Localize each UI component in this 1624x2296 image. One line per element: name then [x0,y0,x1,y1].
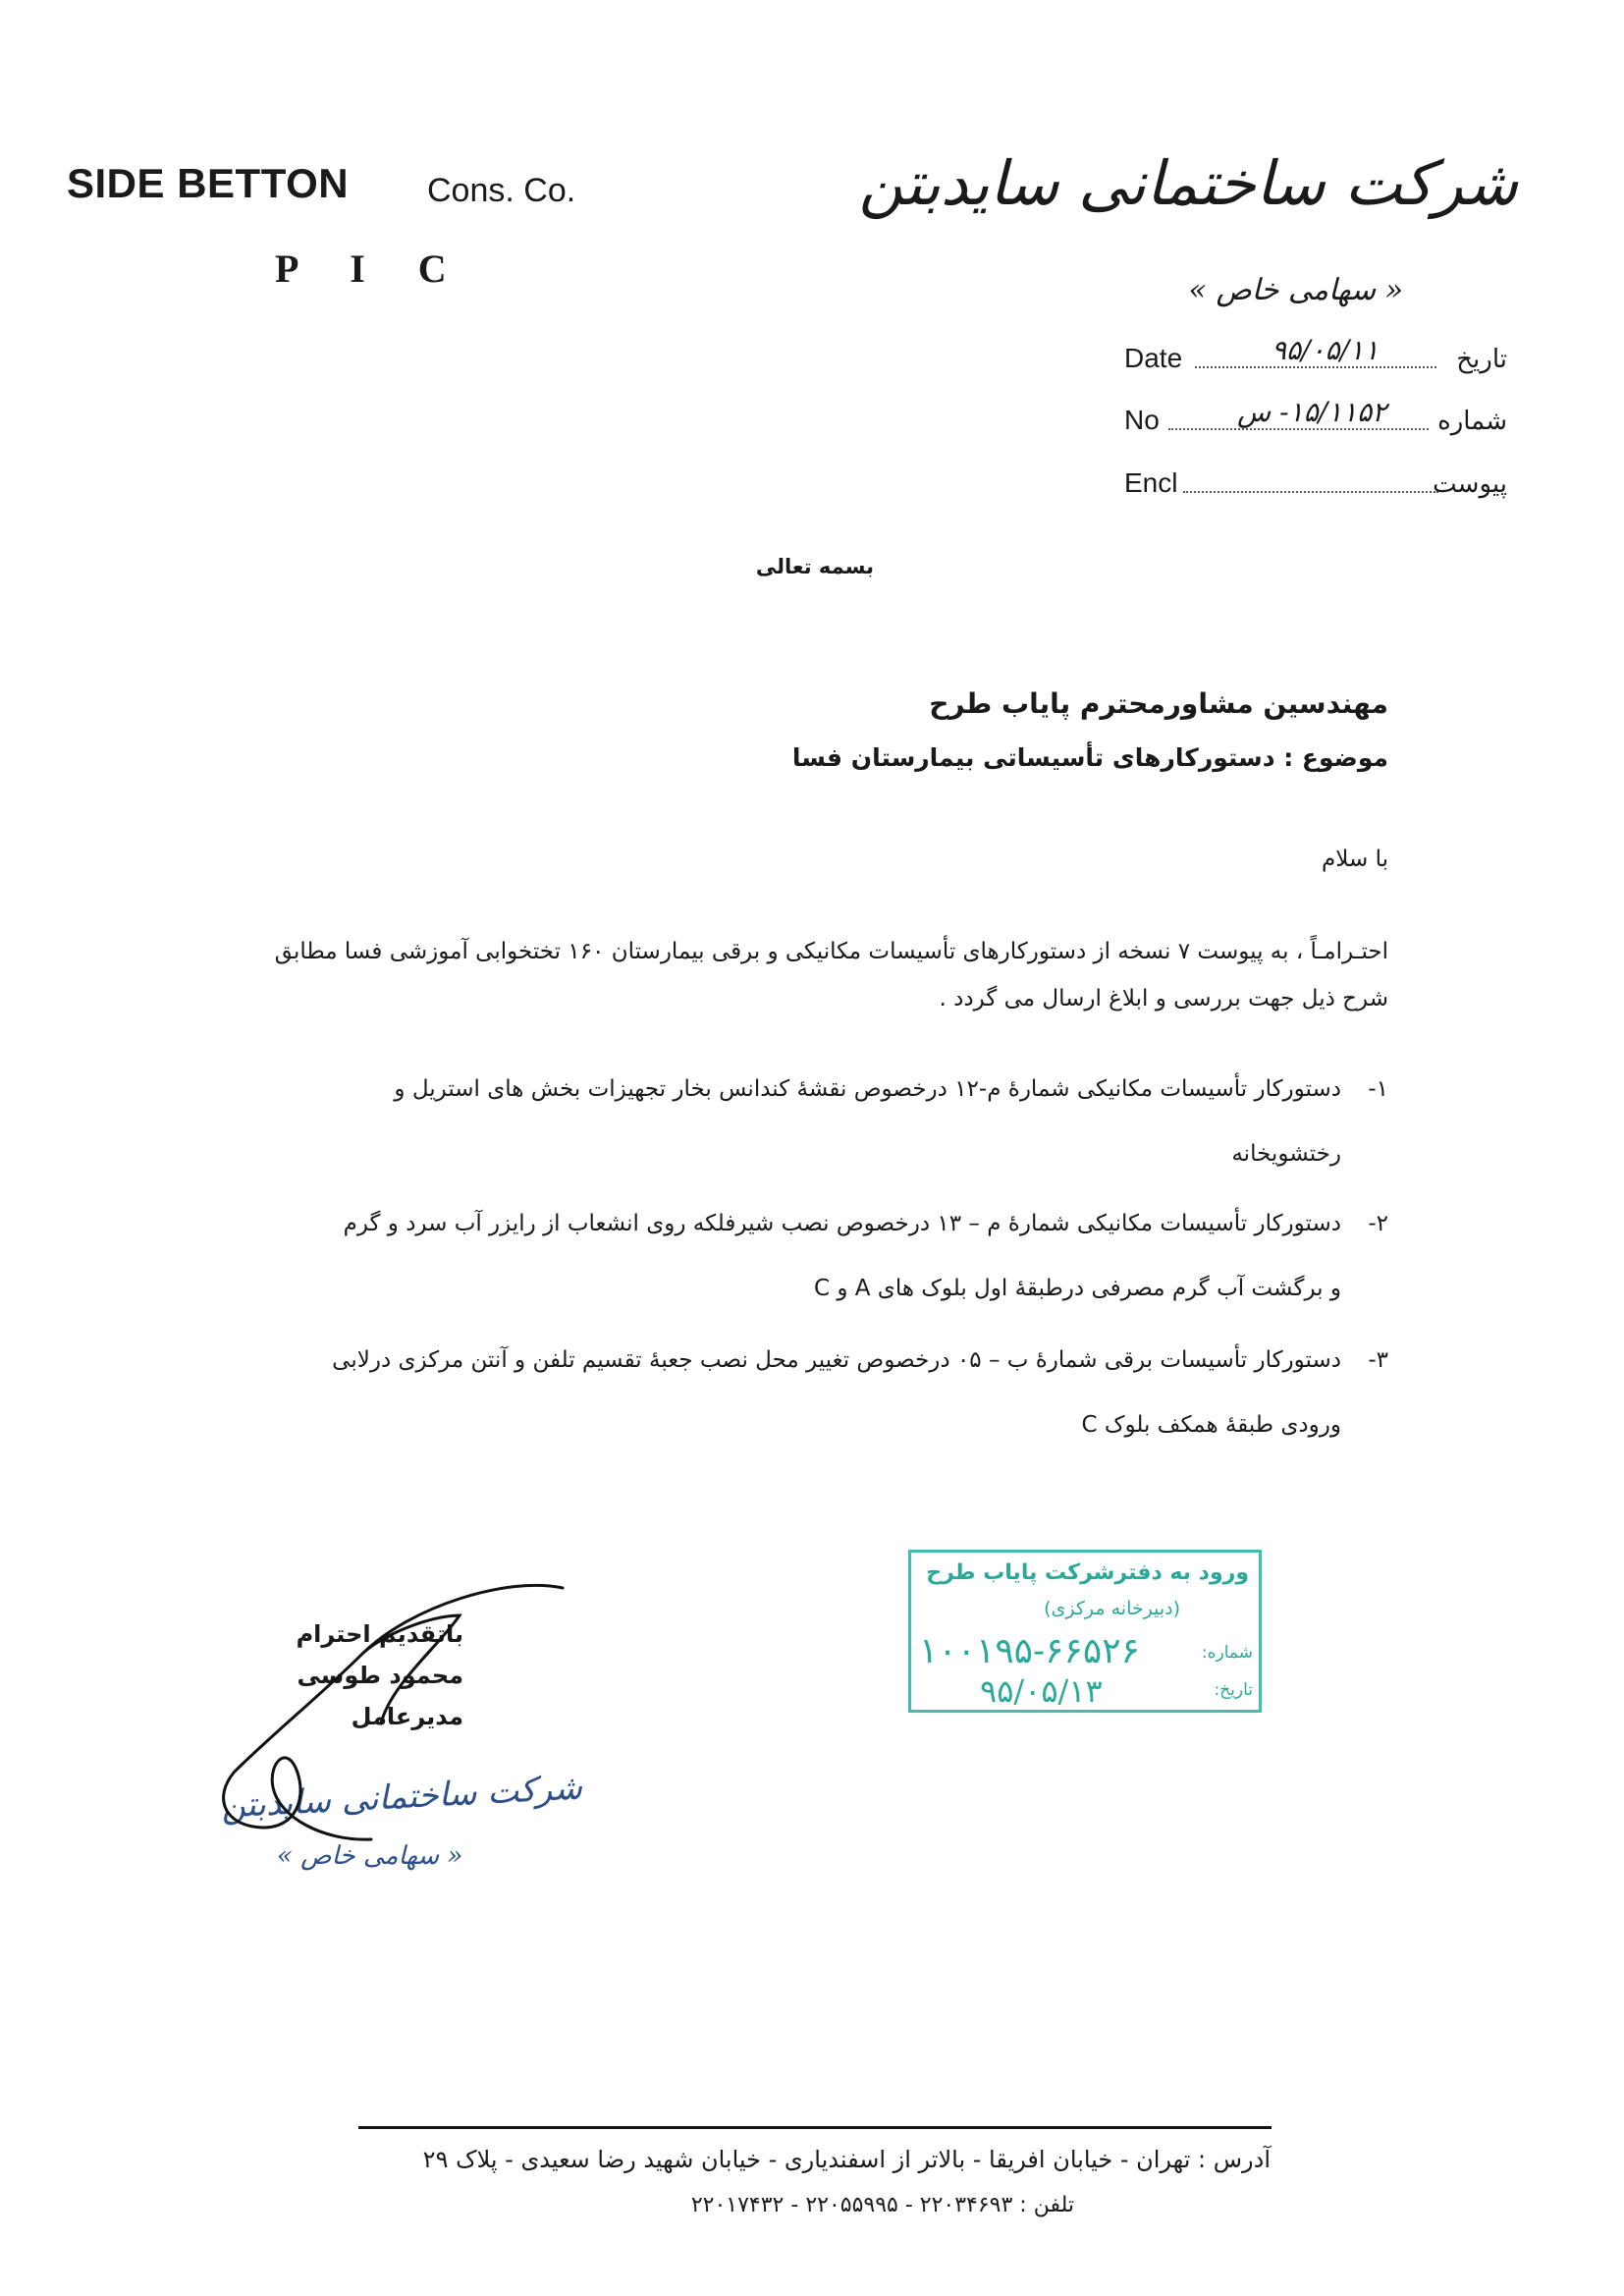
list-item-text: دستورکار تأسیسات مکانیکی شمارۀ م-۱۲ درخصوص نقشۀ کندانس بخار تجهیزات بخش های استریل و رختشویخانه [394,1076,1341,1167]
footer-phone: تلفن : ۲۲۰۳۴۶۹۳ - ۲۲۰۵۵۹۹۵ - ۲۲۰۱۷۴۳۲ [690,2193,1074,2217]
date-dotted-line [1195,366,1436,368]
number-row [1124,391,1507,440]
company-seal-type: « سهامی خاص » [277,1841,463,1871]
signer-name: محمود طوسی [297,1662,463,1689]
stamp-subtitle: (دبیرخانه مرکزی) [1044,1598,1180,1619]
company-seal-name: شرکت ساختمانی سایدبتن [220,1768,583,1827]
company-name-fa: شرکت ساختمانی سایدبتن [858,147,1518,219]
stamp-date-value: ۹۵/۰۵/۱۳ [980,1672,1103,1710]
list-item-text: دستورکار تأسیسات برقی شمارۀ ب – ۰۵ درخصوص تغییر محل نصب جعبۀ تقسیم تلفن و آنتن مرکزی درلابی ورودی طبقۀ همکف بلوک C [332,1347,1341,1438]
intro-paragraph: احتـرامـاً ، به پیوست ۷ نسخه از دستورکارهای تأسیسات مکانیکی و برقی بیمارستان ۱۶۰ تختخوابی آموزشی فسا مطابق شرح ذیل جهت بررسی و ابلاغ ارسال می گردد . [274,939,1388,1011]
list-item-number: ۲- [1368,1211,1388,1236]
recipient: مهندسین مشاورمحترم پایاب طرح [929,687,1388,720]
company-abbrev: P I C [275,246,468,291]
list-item [328,1057,1388,1186]
footer-address: آدرس : تهران - خیابان افریقا - بالاتر از اسفندیاری - خیابان شهید رضا سعیدی - پلاک ۲۹ [422,2146,1271,2173]
date-value: ۹۵/۰۵/۱۱ [1272,334,1380,366]
number-label-fa: شماره [1437,407,1507,436]
signer-title: مدیرعامل [351,1703,463,1730]
stamp-title: ورود به دفترشرکت پایاب طرح [926,1560,1249,1585]
encl-row [1124,454,1507,503]
stamp-date-label: تاریخ: [1214,1680,1253,1700]
stamp-number-label: شماره: [1201,1643,1253,1663]
number-value: ۱۵/۱۱۵۲- س [1237,396,1387,428]
greeting: با سلام [1322,847,1388,872]
list-item-number: ۳- [1368,1347,1388,1373]
invocation: بسمه تعالی [755,555,874,578]
subject-line: موضوع : دستورکارهای تأسیساتی بیمارستان فسا [791,743,1388,772]
receipt-stamp [908,1550,1262,1713]
encl-dotted-line [1183,491,1438,493]
company-name-en: SIDE BETTON [67,160,350,206]
list-item-number: ۱- [1368,1076,1388,1102]
footer-divider [358,2126,1272,2129]
encl-label-en: Encl [1124,467,1178,498]
company-type-fa: « سهامی خاص » [1188,273,1403,307]
date-row [1124,329,1507,378]
list-item-text: دستورکار تأسیسات مکانیکی شمارۀ م – ۱۳ درخصوص نصب شیرفلکه روی انشعاب از رایزر آب سرد و گرم و برگشت آب گرم مصرفی درطبقۀ اول بلوک های A و C [343,1211,1341,1301]
list-item [328,1191,1388,1321]
company-suffix-en: Cons. Co. [427,172,576,209]
date-label-en: Date [1124,343,1183,373]
date-label-fa: تاریخ [1456,345,1507,374]
number-dotted-line [1168,428,1429,430]
closing: باتقدیم احترام [296,1620,463,1648]
list-item [328,1328,1388,1457]
encl-label-fa: پیوست [1433,469,1507,499]
number-label-en: No [1124,405,1160,435]
stamp-number-value: ۱۰۰۱۹۵-۶۶۵۲۶ [919,1631,1140,1671]
handwritten-signature [214,1576,587,1900]
